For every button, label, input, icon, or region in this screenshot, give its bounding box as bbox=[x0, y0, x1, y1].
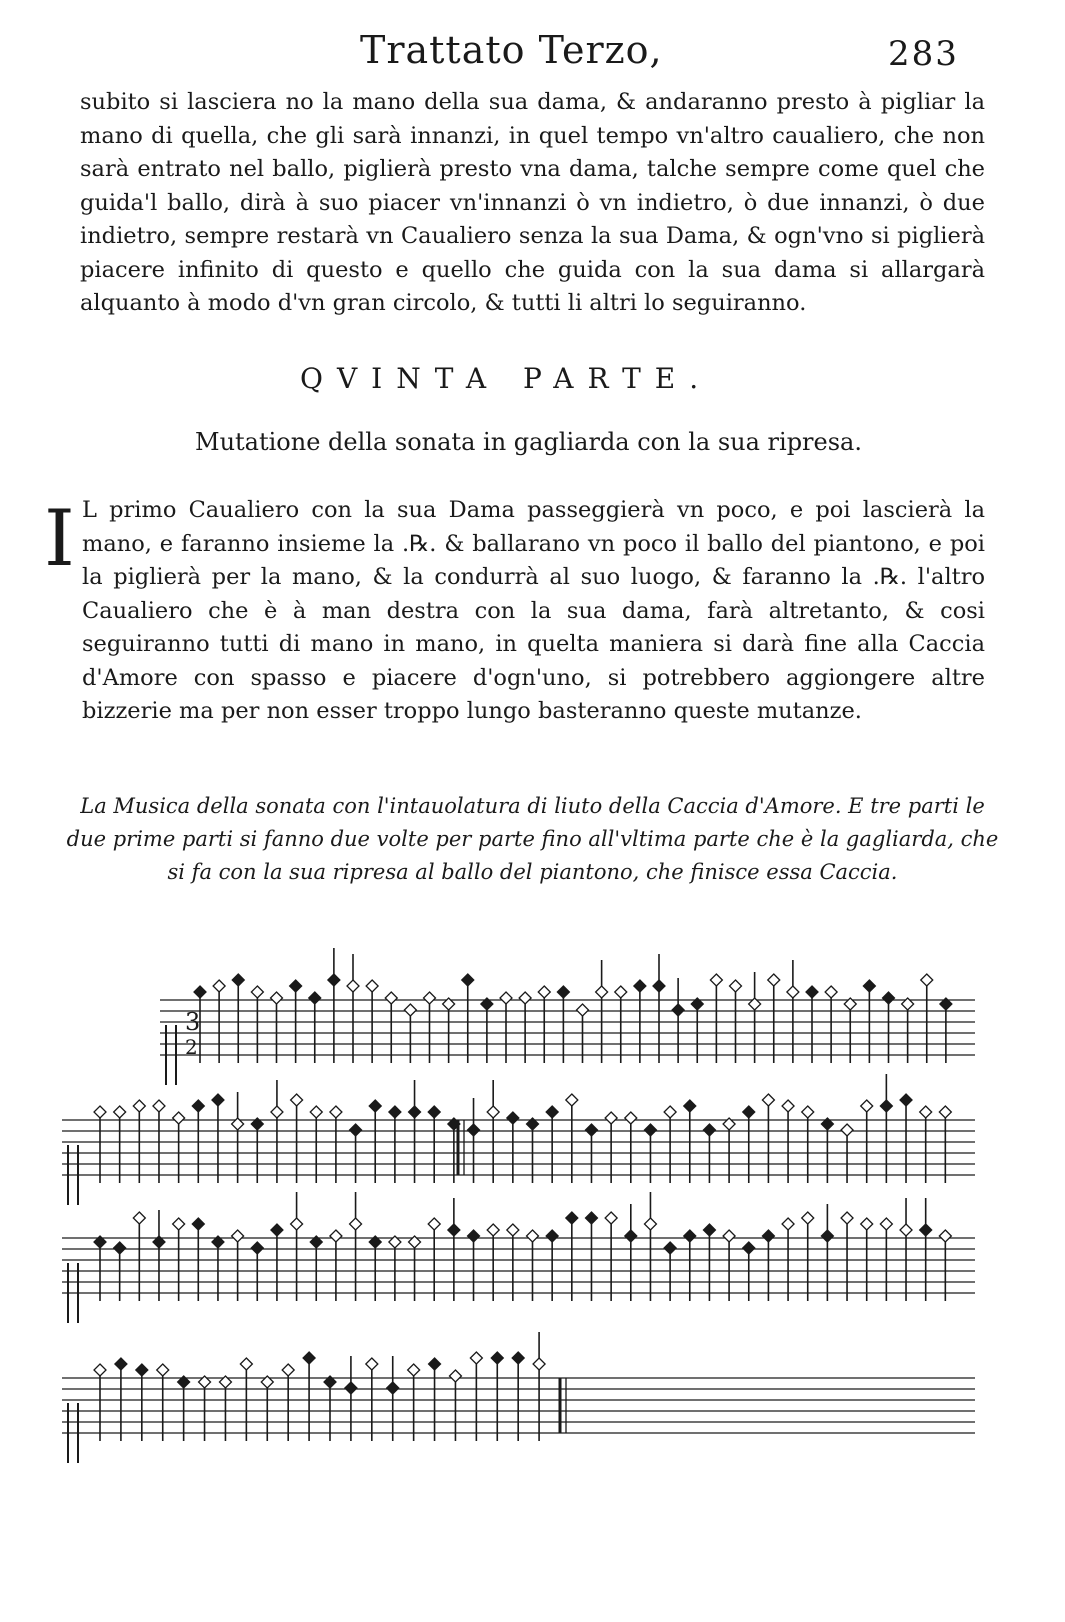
note-head bbox=[115, 1358, 127, 1370]
note-head bbox=[385, 992, 397, 1004]
note-head bbox=[825, 986, 837, 998]
note-head bbox=[232, 974, 244, 986]
note-head bbox=[512, 1352, 524, 1364]
note-head bbox=[192, 1218, 204, 1230]
note-head bbox=[271, 1106, 283, 1118]
note-head bbox=[310, 1106, 322, 1118]
note-head bbox=[939, 1230, 951, 1242]
note-head bbox=[644, 1218, 656, 1230]
music-caption: La Musica della sonata con l'intauolatura di liuto della Caccia d'Amore. E tre parti le due prime parti si fanno due volte per parte fino all'vltima parte che è la gagliarda, che si fa con la sua ripresa al ballo del piantono, che finisce essa Caccia. bbox=[66, 794, 999, 884]
note-head bbox=[114, 1242, 126, 1254]
note-head bbox=[232, 1230, 244, 1242]
note-head bbox=[212, 1094, 224, 1106]
note-head bbox=[153, 1100, 165, 1112]
note-head bbox=[821, 1230, 833, 1242]
note-head bbox=[428, 1106, 440, 1118]
note-head bbox=[743, 1242, 755, 1254]
note-head bbox=[491, 1352, 503, 1364]
note-head bbox=[841, 1212, 853, 1224]
note-head bbox=[94, 1106, 106, 1118]
note-head bbox=[350, 1218, 362, 1230]
note-head bbox=[347, 980, 359, 992]
note-head bbox=[768, 974, 780, 986]
note-head bbox=[173, 1112, 185, 1124]
note-head bbox=[449, 1370, 461, 1382]
note-head bbox=[920, 1106, 932, 1118]
note-head bbox=[133, 1212, 145, 1224]
note-head bbox=[806, 986, 818, 998]
section-subtitle: Mutatione della sonata in gagliarda con la sua ripresa. bbox=[195, 428, 862, 456]
note-head bbox=[408, 1364, 420, 1376]
note-head bbox=[782, 1218, 794, 1230]
note-head bbox=[920, 1224, 932, 1236]
page-number: 283 bbox=[888, 34, 959, 74]
note-head bbox=[710, 974, 722, 986]
note-head bbox=[330, 1106, 342, 1118]
note-head bbox=[133, 1100, 145, 1112]
note-head bbox=[585, 1212, 597, 1224]
note-head bbox=[500, 992, 512, 1004]
note-head bbox=[157, 1364, 169, 1376]
paragraph-1: subito si lasciera no la mano della sua dama, & andaranno presto à pigliar la mano di quella, che gli sarà innanzi, in quel tempo vn'altro caualiero, che non sarà entrato nel ballo, piglierà presto vna dama, talche sempre come quel che guida'l ballo, dirà à suo piacer vn'innanzi ò vn indietro, ò due innanzi, ò due indietro, sempre restarà vn Caualiero senza la sua Dama, & ogn'vno si piglierà piacere infinito di questo e quello che guida con la sua dama si allargarà alquanto à modo d'vn gran circolo, & tutti li altri lo seguiranno. bbox=[80, 89, 985, 316]
note-head bbox=[533, 1358, 545, 1370]
note-head bbox=[350, 1124, 362, 1136]
note-head bbox=[615, 986, 627, 998]
note-head bbox=[251, 986, 263, 998]
note-head bbox=[487, 1224, 499, 1236]
note-head bbox=[468, 1230, 480, 1242]
note-head bbox=[557, 986, 569, 998]
note-head bbox=[900, 1094, 912, 1106]
note-head bbox=[251, 1242, 263, 1254]
time-signature-bottom: 2 bbox=[185, 1035, 198, 1059]
note-head bbox=[787, 986, 799, 998]
note-head bbox=[291, 1218, 303, 1230]
note-head bbox=[762, 1230, 774, 1242]
note-head bbox=[672, 1004, 684, 1016]
time-signature-top: 3 bbox=[185, 1008, 201, 1036]
note-head bbox=[240, 1358, 252, 1370]
note-head bbox=[309, 992, 321, 1004]
section-heading: QVINTA PARTE. bbox=[300, 362, 713, 395]
note-head bbox=[634, 980, 646, 992]
note-head bbox=[880, 1218, 892, 1230]
note-head bbox=[644, 1124, 656, 1136]
note-head bbox=[330, 1230, 342, 1242]
note-head bbox=[703, 1224, 715, 1236]
note-head bbox=[566, 1094, 578, 1106]
note-head bbox=[546, 1230, 558, 1242]
note-head bbox=[389, 1106, 401, 1118]
note-head bbox=[625, 1112, 637, 1124]
note-head bbox=[519, 992, 531, 1004]
note-head bbox=[684, 1100, 696, 1112]
note-head bbox=[703, 1124, 715, 1136]
note-head bbox=[213, 980, 225, 992]
note-head bbox=[841, 1124, 853, 1136]
note-head bbox=[136, 1364, 148, 1376]
note-head bbox=[387, 1382, 399, 1394]
note-head bbox=[880, 1100, 892, 1112]
note-head bbox=[802, 1106, 814, 1118]
note-head bbox=[271, 992, 283, 1004]
note-head bbox=[883, 992, 895, 1004]
note-head bbox=[596, 986, 608, 998]
note-head bbox=[566, 1212, 578, 1224]
note-head bbox=[448, 1224, 460, 1236]
note-head bbox=[527, 1230, 539, 1242]
note-head bbox=[345, 1382, 357, 1394]
note-head bbox=[577, 1004, 589, 1016]
note-head bbox=[664, 1242, 676, 1254]
note-head bbox=[468, 1124, 480, 1136]
note-head bbox=[802, 1212, 814, 1224]
note-head bbox=[538, 986, 550, 998]
note-head bbox=[664, 1106, 676, 1118]
running-title: Trattato Terzo, bbox=[360, 28, 663, 72]
note-head bbox=[369, 1100, 381, 1112]
note-head bbox=[861, 1100, 873, 1112]
note-head bbox=[730, 980, 742, 992]
note-head bbox=[428, 1218, 440, 1230]
note-head bbox=[366, 1358, 378, 1370]
note-head bbox=[507, 1112, 519, 1124]
note-head bbox=[114, 1106, 126, 1118]
note-head bbox=[291, 1094, 303, 1106]
note-head bbox=[470, 1352, 482, 1364]
note-head bbox=[290, 980, 302, 992]
note-head bbox=[546, 1106, 558, 1118]
note-head bbox=[900, 1224, 912, 1236]
note-head bbox=[921, 974, 933, 986]
note-head bbox=[762, 1094, 774, 1106]
note-head bbox=[429, 1358, 441, 1370]
note-head bbox=[366, 980, 378, 992]
drop-cap: I bbox=[44, 494, 75, 584]
note-head bbox=[409, 1106, 421, 1118]
note-head bbox=[653, 980, 665, 992]
note-head bbox=[424, 992, 436, 1004]
note-head bbox=[939, 1106, 951, 1118]
note-head bbox=[192, 1100, 204, 1112]
note-head bbox=[605, 1112, 617, 1124]
note-head bbox=[282, 1364, 294, 1376]
note-head bbox=[605, 1212, 617, 1224]
note-head bbox=[782, 1100, 794, 1112]
note-head bbox=[194, 986, 206, 998]
note-head bbox=[743, 1106, 755, 1118]
note-head bbox=[94, 1364, 106, 1376]
note-head bbox=[585, 1124, 597, 1136]
note-head bbox=[271, 1224, 283, 1236]
note-head bbox=[625, 1230, 637, 1242]
note-head bbox=[303, 1352, 315, 1364]
note-head bbox=[863, 980, 875, 992]
note-head bbox=[173, 1218, 185, 1230]
note-head bbox=[861, 1218, 873, 1230]
note-head bbox=[487, 1106, 499, 1118]
note-head bbox=[404, 1004, 416, 1016]
note-head bbox=[723, 1230, 735, 1242]
paragraph-2: L primo Caualiero con la sua Dama passeggierà vn poco, e poi lascierà la mano, e faranno insieme la .℞. & ballarano vn poco il ballo del piantono, e poi la piglierà per la mano, & la condurrà al suo luogo, & faranno la .℞. l'altro Caualiero che è à man destra con la sua dama, farà altretanto, & cosi seguiranno tutti di mano in mano, in quelta maniera si darà fine alla Caccia d'Amore con spasso e piacere d'ogn'uno, si potrebbero aggiongere altre bizzerie ma per non esser troppo lungo basteranno queste mutanze. bbox=[82, 497, 985, 724]
note-head bbox=[507, 1224, 519, 1236]
note-head bbox=[328, 974, 340, 986]
note-head bbox=[684, 1230, 696, 1242]
note-head bbox=[462, 974, 474, 986]
